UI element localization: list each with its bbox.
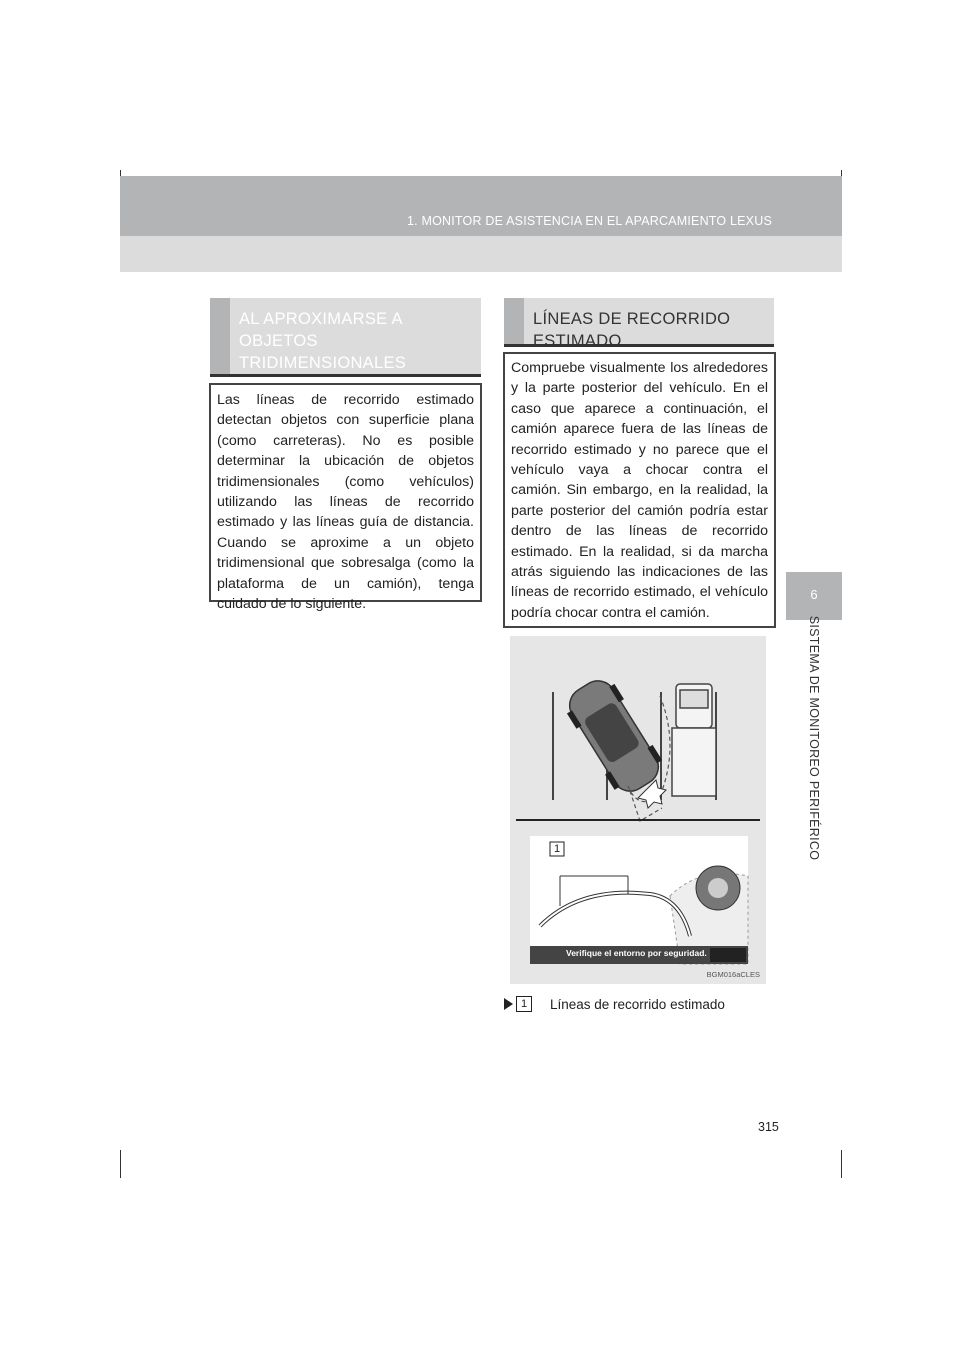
screen-message: Verifique el entorno por seguridad. [566,948,707,958]
crop-mark [841,1150,842,1178]
section-heading-right [504,298,774,350]
section-heading-left [210,298,481,377]
section-body-right [503,352,776,628]
chapter-title: 1. MONITOR DE ASISTENCIA EN EL APARCAMIENTO LEXUS [407,214,772,228]
chapter-tab [786,572,842,620]
header-band [120,176,842,236]
illustration [510,636,766,984]
section-body-left [209,383,482,613]
page-number: 315 [758,1120,779,1134]
caption-text: Líneas de recorrido estimado [550,996,725,1012]
header-light-band [120,236,842,272]
paragraph-right: Compruebe visualmente los alrededores y la parte posterior del vehículo. En el caso que aparece a continuación, el camión aparece fuera de las líneas de recorrido estimado y no parece que el vehículo vaya a chocar contra el camión. Sin embargo, en la realidad, la parte posterior del camión podría estar dentro de las líneas de recorrido estimado. En la realidad, si da marcha atrás siguiendo las indicaciones de las líneas de recorrido estimado, el vehículo podría chocar contra el camión. [511,360,768,621]
heading-bar [210,298,230,374]
figure-caption [504,996,725,1012]
figure-code: BGM016aCLES [706,970,760,979]
paragraph-left: Las líneas de recorrido estimado detectan objetos con superficie plana (como carreteras). No es posible determinar la ubicación de objetos tridimensionales (como vehículos) utilizando las líneas de recorrido estimado y las líneas guía de distancia. Cuando se aproxime a un objeto tridimensional que sobresalga (como la plataforma de un camión), tenga cuidado de lo siguiente. [217,392,474,613]
chapter-number: 6 [810,587,818,602]
illustration-drawing [510,636,766,984]
heading-bar [504,298,524,344]
section-title-right: LÍNEAS DE RECORRIDO ESTIMADO [533,310,731,350]
figure-callout-number: 1 [553,843,561,855]
section-title-left: AL APROXIMARSE A OBJETOS TRIDIMENSIONALES [239,310,407,372]
bullet-triangle-icon [504,998,513,1010]
chapter-side-label: SISTEMA DE MONITOREO PERIFÉRICO [807,615,821,861]
crop-mark [120,1150,121,1178]
caption-number: 1 [516,996,532,1012]
